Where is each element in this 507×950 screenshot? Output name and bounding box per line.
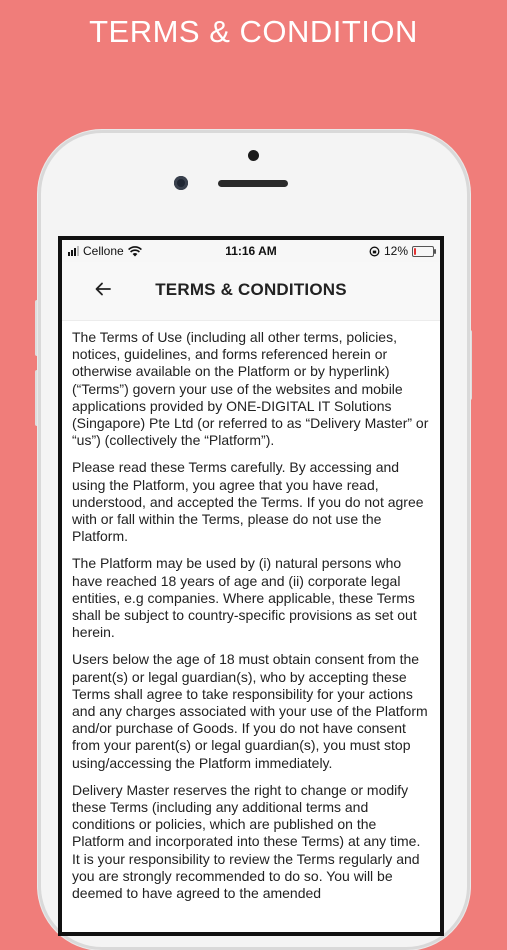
carrier-name: Cellone [83,244,124,258]
promo-title: TERMS & CONDITION [89,14,418,49]
status-bar [62,240,440,262]
page-title: TERMS & CONDITIONS [155,280,347,299]
front-camera [174,176,188,190]
app-header [62,262,440,321]
phone-screen [58,236,444,936]
terms-paragraph: The Platform may be used by (i) natural persons who have reached 18 years of age and (ii) corporate legal entities, e.g companies. Where applicable, these Terms shall be subject to country-specific provisions as set out herein. [72,555,417,641]
earpiece-speaker [218,180,288,187]
battery-icon [412,246,434,257]
terms-paragraph: The Terms of Use (including all other terms, policies, notices, guidelines, and forms referenced herein or otherwise available on the Platform or by hyperlink) (“Terms”) govern your use of the websites and mobile applications provided by ONE-DIGITAL IT Solutions (Singapore) Pte Ltd (or referred to as “Delivery Master” or “us”) (collectively the “Platform”). [72,329,429,449]
battery-percent: 12% [383,244,408,258]
terms-paragraph: Please read these Terms carefully. By accessing and using the Platform, you agree that you have read, understood, and accepted the Terms. If you do not agree with or fall within the Terms, please do not use the Platform. [72,459,424,545]
phone-frame [38,130,470,950]
terms-paragraph: Delivery Master reserves the right to change or modify these Terms (including any additional terms and conditions or policies, which are published on the Platform and incorporated into these Terms) at any time. It is your responsibility to review the Terms regularly and you are strongly recommended to do so. You will be deemed to have agreed to the amended [72,781,421,902]
app-screen [62,240,440,932]
terms-content[interactable] [62,321,440,902]
proximity-sensor [248,150,259,161]
orientation-lock-icon [369,246,380,257]
status-time: 11:16 AM [225,244,277,258]
terms-paragraph: Users below the age of 18 must obtain consent from the parent(s) or legal guardian(s), who by accepting these Terms shall agree to take responsibility for your actions and any charges associated with your use of the Platform and/or purchase of Goods. If you do not have consent from your parent(s) or legal guardian(s), you must stop using/accessing the Platform immediately. [72,651,428,771]
